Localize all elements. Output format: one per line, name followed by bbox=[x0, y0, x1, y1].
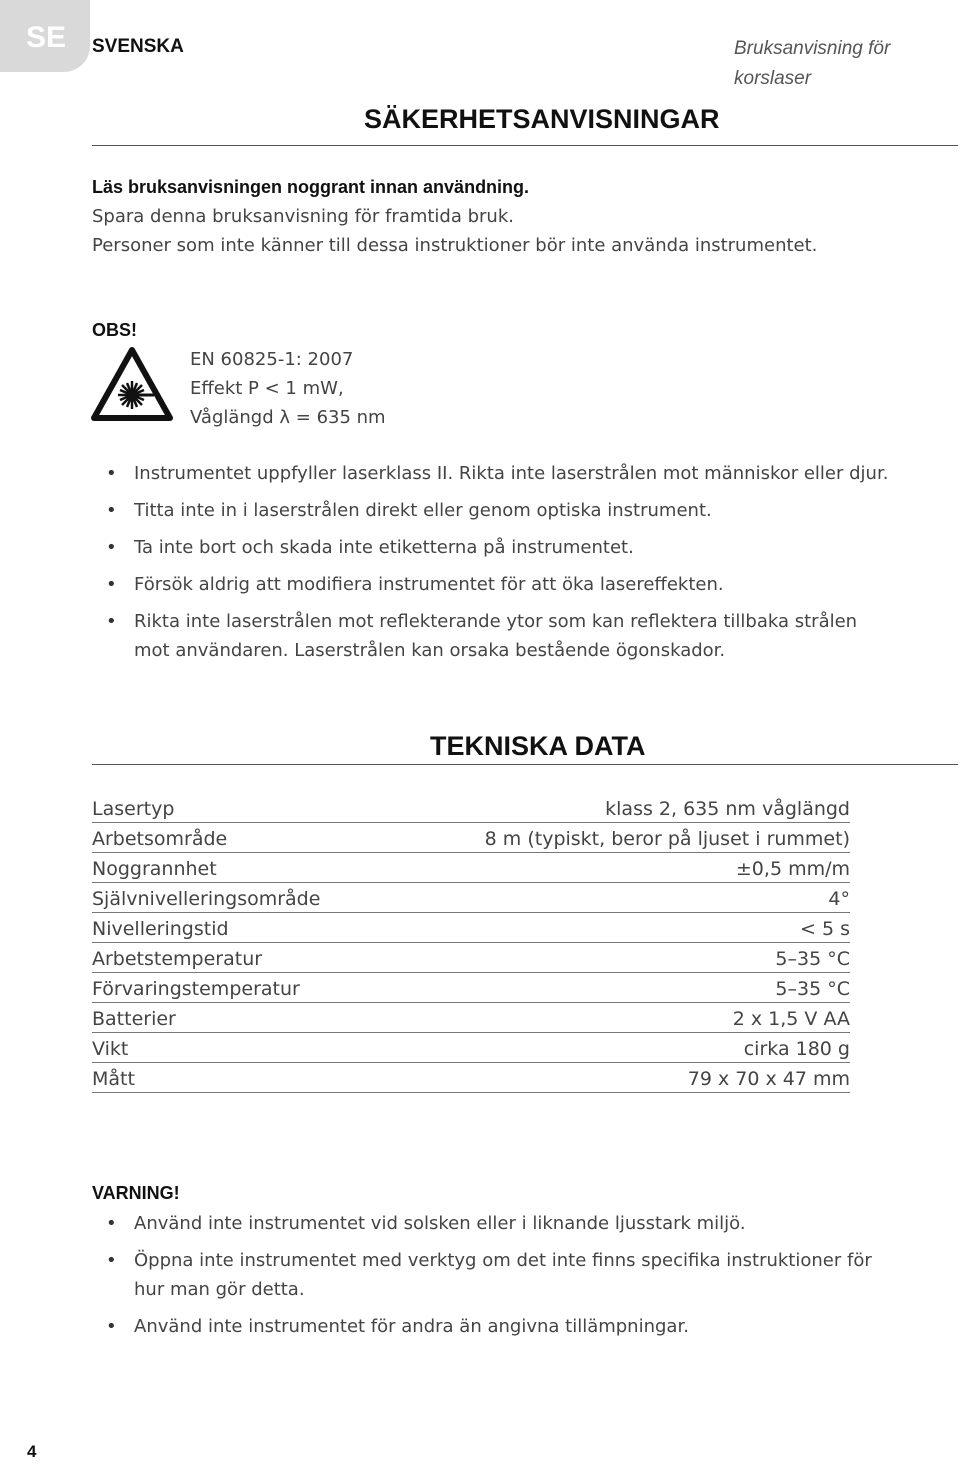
list-item: • Använd inte instrumentet vid solsken eller i liknande ljusstark miljö. bbox=[92, 1209, 894, 1238]
safety-bullet-list bbox=[92, 459, 894, 673]
table-row bbox=[92, 883, 850, 913]
spec-label: Batterier bbox=[92, 1008, 176, 1030]
language-name: SVENSKA bbox=[92, 36, 184, 57]
spec-value: 5–35 °C bbox=[775, 978, 850, 1000]
list-item: • Använd inte instrumentet för andra än angivna tillämpningar. bbox=[92, 1312, 894, 1341]
page-number: 4 bbox=[27, 1442, 37, 1461]
spec-value: 79 x 70 x 47 mm bbox=[687, 1068, 850, 1090]
laser-wavelength: Våglängd λ = 635 nm bbox=[190, 407, 386, 428]
laser-standard: EN 60825-1: 2007 bbox=[190, 349, 354, 370]
spec-label: Arbetstemperatur bbox=[92, 948, 263, 970]
spec-value: < 5 s bbox=[800, 918, 850, 940]
intro-bold-text: Läs bruksanvisningen noggrant innan användning. bbox=[92, 177, 530, 197]
spec-value: klass 2, 635 nm våglängd bbox=[605, 798, 850, 820]
spec-value: 4° bbox=[828, 888, 850, 910]
table-row bbox=[92, 913, 850, 943]
spec-label: Förvaringstemperatur bbox=[92, 978, 300, 1000]
intro-line: Personer som inte känner till dessa instruktioner bör inte använda instrumentet. bbox=[92, 235, 818, 256]
warning-bullet-list bbox=[92, 1209, 894, 1349]
list-item: • Försök aldrig att modifiera instrumentet för att öka lasereffekten. bbox=[92, 570, 894, 599]
list-item: • Öppna inte instrumentet med verktyg om det inte finns specifika instruktioner för hur man gör detta. bbox=[92, 1246, 894, 1304]
list-item: • Instrumentet uppfyller laserklass II. Rikta inte laserstrålen mot människor eller djur. bbox=[92, 459, 894, 488]
spec-label: Mått bbox=[92, 1068, 135, 1090]
safety-divider bbox=[92, 145, 958, 146]
list-item: • Titta inte in i laserstrålen direkt eller genom optiska instrument. bbox=[92, 496, 894, 525]
table-row bbox=[92, 1003, 850, 1033]
table-row bbox=[92, 793, 850, 823]
tech-data-heading: TEKNISKA DATA bbox=[430, 731, 646, 761]
spec-label: Vikt bbox=[92, 1038, 129, 1060]
spec-label: Arbetsområde bbox=[92, 828, 228, 850]
spec-label: Nivelleringstid bbox=[92, 918, 229, 940]
spec-label: Lasertyp bbox=[92, 798, 175, 820]
laser-power: Effekt P < 1 mW, bbox=[190, 378, 344, 399]
table-row bbox=[92, 823, 850, 853]
table-row bbox=[92, 973, 850, 1003]
spec-value: ±0,5 mm/m bbox=[735, 858, 850, 880]
spec-value: 8 m (typiskt, beror på ljuset i rummet) bbox=[484, 828, 850, 850]
spec-label: Noggrannhet bbox=[92, 858, 217, 880]
spec-value: cirka 180 g bbox=[743, 1038, 850, 1060]
language-tab: SE bbox=[0, 0, 90, 72]
table-row bbox=[92, 1063, 850, 1093]
spec-label: Självnivelleringsområde bbox=[92, 888, 321, 910]
document-title: Bruksanvisning för korslaser bbox=[734, 38, 891, 89]
warning-label: VARNING! bbox=[92, 1183, 180, 1203]
table-row bbox=[92, 943, 850, 973]
spec-value: 5–35 °C bbox=[775, 948, 850, 970]
table-row bbox=[92, 853, 850, 883]
safety-heading: SÄKERHETSANVISNINGAR bbox=[364, 104, 720, 134]
list-item: • Rikta inte laserstrålen mot reflekterande ytor som kan reflektera tillbaka strålen mot användaren. Laserstrålen kan orsaka bestående ögonskador. bbox=[92, 607, 894, 665]
laser-warning-icon bbox=[90, 346, 174, 422]
spec-table bbox=[92, 793, 850, 1093]
spec-value: 2 x 1,5 V AA bbox=[732, 1008, 850, 1030]
intro-line: Spara denna bruksanvisning för framtida bruk. bbox=[92, 206, 514, 227]
table-row bbox=[92, 1033, 850, 1063]
tech-divider bbox=[92, 764, 958, 765]
obs-label: OBS! bbox=[92, 320, 137, 340]
list-item: • Ta inte bort och skada inte etiketterna på instrumentet. bbox=[92, 533, 894, 562]
